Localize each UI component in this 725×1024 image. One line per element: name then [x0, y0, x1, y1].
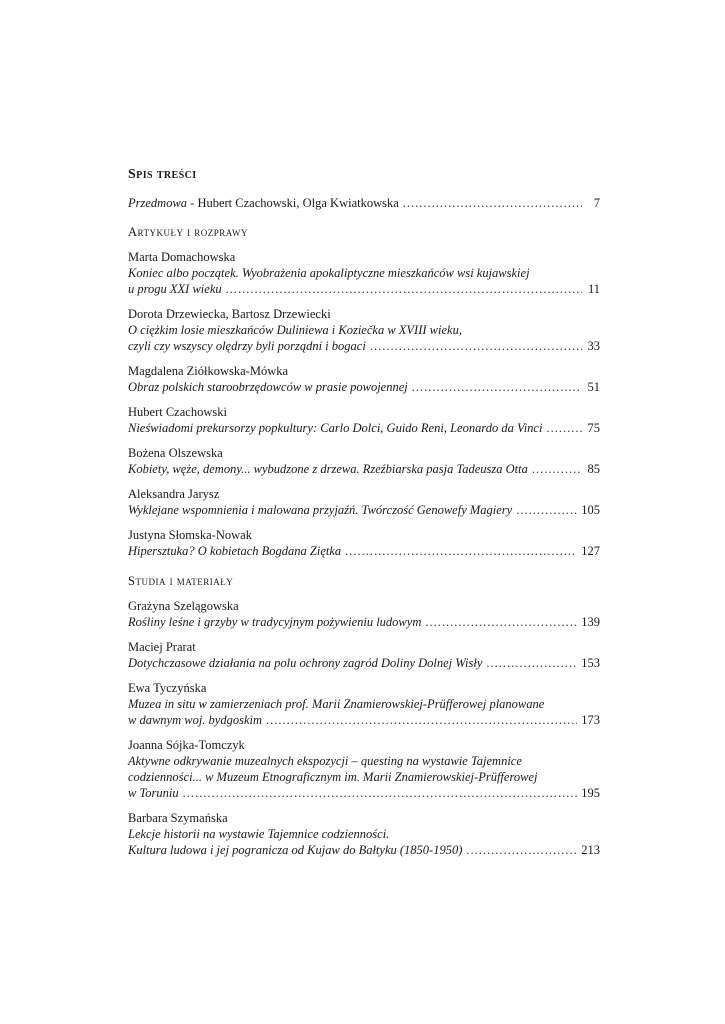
toc-entry — [128, 404, 600, 436]
preface-authors: - Hubert Czachowski, Olga Kwiatkowska — [187, 196, 399, 210]
entry-title-text: Nieświadomi prekursorzy popkultury: Carlo Dolci, Guido Reni, Leonardo da Vinci — [128, 421, 543, 435]
page-number: 11 — [587, 282, 600, 296]
dot-leader — [546, 420, 582, 436]
toc-entry — [128, 486, 600, 518]
toc-entry — [128, 598, 600, 630]
entry-author: Bożena Olszewska — [128, 446, 223, 460]
entry-title-last-line — [128, 543, 600, 559]
dot-leader — [466, 842, 577, 858]
entry-title-last-line — [128, 338, 600, 354]
dot-leader — [425, 614, 577, 630]
entry-title-line: codzienności... w Muzeum Etnograficznym im. Marii Znamierowskiej-Prüfferowej — [128, 770, 538, 784]
preface-label: Przedmowa — [128, 196, 188, 210]
entry-title-last-line — [128, 655, 600, 671]
dot-leader — [266, 712, 577, 728]
entry-author: Barbara Szymańska — [128, 811, 228, 825]
entry-title-text: Kobiety, węże, demony... wybudzone z drzewa. Rzeźbiarska pasja Tadeusza Otta — [128, 462, 528, 476]
entry-author: Joanna Sójka-Tomczyk — [128, 738, 245, 752]
toc-entry — [128, 737, 600, 801]
entry-title-last-line — [128, 281, 600, 297]
page-number: 195 — [581, 786, 600, 800]
entry-author: Marta Domachowska — [128, 250, 236, 264]
toc-entry — [128, 639, 600, 671]
page-number: 75 — [587, 421, 600, 435]
toc-entry — [128, 249, 600, 297]
entry-author: Ewa Tyczyńska — [128, 681, 207, 695]
toc-title: Spis treści — [128, 167, 197, 182]
dot-leader — [370, 338, 582, 354]
section-title: Studia i materiały — [128, 574, 234, 588]
entry-title-text: Obraz polskich staroobrzędowców w prasie powojennej — [128, 380, 408, 394]
page-number: 139 — [581, 615, 600, 629]
entry-title-last-line — [128, 712, 600, 728]
entry-title-last-line — [128, 461, 600, 477]
toc-entry-preface — [128, 195, 600, 211]
entry-title-line: Koniec albo początek. Wyobrażenia apokaliptyczne mieszkańców wsi kujawskiej — [128, 266, 530, 280]
entry-title-text: Hipersztuka? O kobietach Bogdana Ziętka — [128, 544, 342, 558]
entry-title-text: czyli czy wszyscy olędrzy byli porządni i bogaci — [128, 339, 366, 353]
toc-entry — [128, 680, 600, 728]
entry-title-last-line — [128, 842, 600, 858]
section-title: Artykuły i rozprawy — [128, 225, 249, 239]
entry-title-last-line — [128, 785, 600, 801]
preface-title — [128, 195, 399, 211]
dot-leader — [183, 785, 578, 801]
entry-title-line: O ciężkim losie mieszkańców Duliniewa i Koziečka w XVIII wieku, — [128, 323, 462, 337]
entry-author: Aleksandra Jarysz — [128, 487, 220, 501]
dot-leader — [345, 543, 577, 559]
page-number: 51 — [587, 380, 600, 394]
entry-title-last-line — [128, 420, 600, 436]
toc-entry — [128, 810, 600, 858]
dot-leader — [486, 655, 577, 671]
entry-title-text: Dotychczasowe działania na polu ochrony zagród Doliny Dolnej Wisły — [128, 656, 483, 670]
page-number: 105 — [581, 503, 600, 517]
entry-title-text: Kultura ludowa i jej pogranicza od Kujaw do Bałtyku (1850-1950) — [128, 843, 463, 857]
toc-entry — [128, 445, 600, 477]
entry-author: Hubert Czachowski — [128, 405, 227, 419]
entry-title-line: Lekcje historii na wystawie Tajemnice codzienności. — [128, 827, 390, 841]
page-number: 85 — [587, 462, 600, 476]
entry-author: Dorota Drzewiecka, Bartosz Drzewiecki — [128, 307, 331, 321]
entry-title-line: Muzea in situ w zamierzeniach prof. Marii Znamierowskiej-Prüfferowej planowane — [128, 697, 545, 711]
dot-leader — [412, 379, 582, 395]
entry-title-line: Aktywne odkrywanie muzealnych ekspozycji – questing na wystawie Tajemnice — [128, 754, 522, 768]
entry-title-text: Wyklejane wspomnienia i malowana przyjaźń. Twórczość Genowefy Magiery — [128, 503, 513, 517]
page-number: 127 — [581, 544, 600, 558]
entry-author: Magdalena Ziółkowska-Mówka — [128, 364, 289, 378]
toc-entry — [128, 306, 600, 354]
entry-author: Justyna Słomska-Nowak — [128, 528, 252, 542]
entry-title-last-line — [128, 502, 600, 518]
entry-title-text: Rośliny leśne i grzyby w tradycyjnym pożywieniu ludowym — [128, 615, 422, 629]
entry-author: Maciej Prarat — [128, 640, 196, 654]
page-number: 213 — [581, 843, 600, 857]
toc-sections — [128, 224, 600, 858]
dot-leader — [532, 461, 582, 477]
page-number: 33 — [587, 339, 600, 353]
entry-title-text: w Toruniu — [128, 786, 179, 800]
page-number: 153 — [581, 656, 600, 670]
toc-entry — [128, 363, 600, 395]
entry-title-last-line — [128, 379, 600, 395]
table-of-contents — [128, 166, 600, 867]
page-number: 7 — [593, 196, 600, 210]
dot-leader — [516, 502, 577, 518]
entry-title-text: w dawnym woj. bydgoskim — [128, 713, 263, 727]
entry-title-text: u progu XXI wieku — [128, 282, 222, 296]
entry-author: Grażyna Szelągowska — [128, 599, 239, 613]
dot-leader — [226, 281, 582, 297]
page-number: 173 — [581, 713, 600, 727]
toc-entry — [128, 527, 600, 559]
dot-leader — [403, 195, 582, 211]
entry-title-last-line — [128, 614, 600, 630]
